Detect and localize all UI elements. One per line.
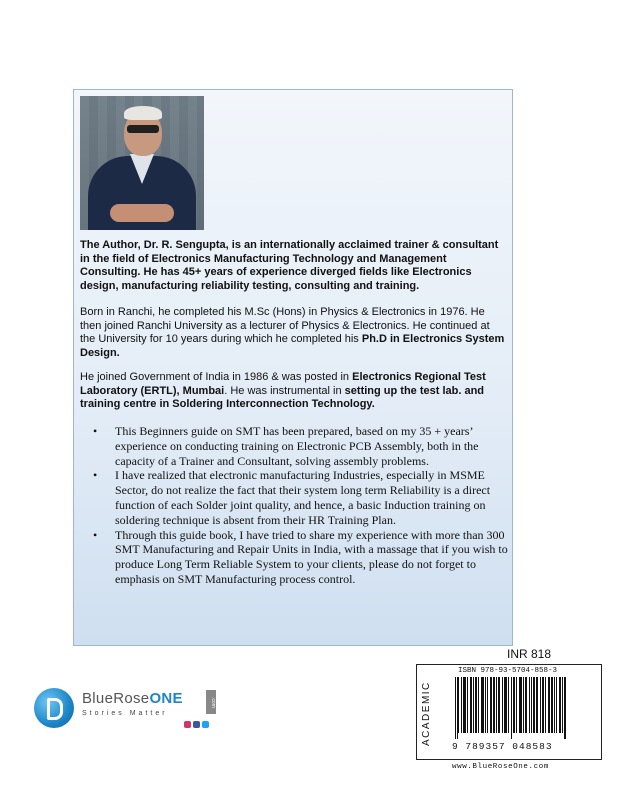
instagram-icon: [184, 721, 191, 728]
price-label: INR 818: [507, 647, 552, 661]
bullet-marker: •: [93, 468, 98, 483]
twitter-icon: [202, 721, 209, 728]
highlight-item: • Through this guide book, I have tried to share my experience with more than 300 SMT Manufacturing and Repair Units in India, with a massage that if you wish to produce Long Term Reliable System to your clients, please do not forget to emphasis on SMT Manufacturing process control.: [93, 527, 508, 586]
author-intro: The Author, Dr. R. Sengupta, is an internationally acclaimed trainer & consultant in the field of Electronics Manufacturing Technology and Management Consulting. He has 45+ years of experience diverged fields like Electronics design, manufacturing reliability testing, consulting and training.: [80, 239, 499, 292]
publisher-logo: [34, 686, 220, 732]
author-education: Born in Ranchi, he completed his M.Sc (Hons) in Physics & Electronics in 1976. He then joined Ranchi University as a lecturer of Physics & Electronics. He continued at the University for 10 years during which he completed his Ph.D in Electronics System Design.: [80, 306, 505, 359]
facebook-icon: [193, 721, 200, 728]
author-photo: [80, 96, 204, 230]
isbn-label: ISBN 978-93-5704-858-3: [458, 667, 558, 675]
bluerose-logo-icon: [34, 688, 74, 728]
bullet-marker: •: [93, 527, 98, 542]
social-icons: [184, 721, 209, 728]
highlight-item: • This Beginners guide on SMT has been prepared, based on my 35 + years’ experience on conducting training on Electronic PCB Assembly, both in the capacity of a Trainer and Consultant, solving assembly problems.: [93, 424, 479, 468]
isbn-digits: 9 789357 048583: [452, 741, 553, 752]
publisher-tagline: Stories Matter: [82, 710, 168, 717]
book-highlights: [93, 424, 511, 587]
publisher-name: BlueRoseONE: [82, 690, 183, 707]
bullet-marker: •: [93, 424, 98, 438]
barcode-icon: [455, 677, 567, 739]
author-career: He joined Government of India in 1986 & was posted in Electronics Regional Test Laboratory (ERTL), Mumbai. He was instrumental in setting up the test lab. and training centre in Soldering Interconnection Technology.: [80, 371, 486, 411]
publisher-website: www.BlueRoseOne.com: [452, 763, 549, 771]
highlight-item: • I have realized that electronic manufacturing Industries, especially in MSME Sector, do not realize the fact that their system long term Reliability is a direct function of each Solder joint quality, and hence, a basic Induction training on soldering technique is absent from their HR Training Plan.: [93, 468, 491, 527]
category-label: ACADEMIC: [421, 681, 432, 747]
publisher-domain: .com: [206, 690, 216, 714]
